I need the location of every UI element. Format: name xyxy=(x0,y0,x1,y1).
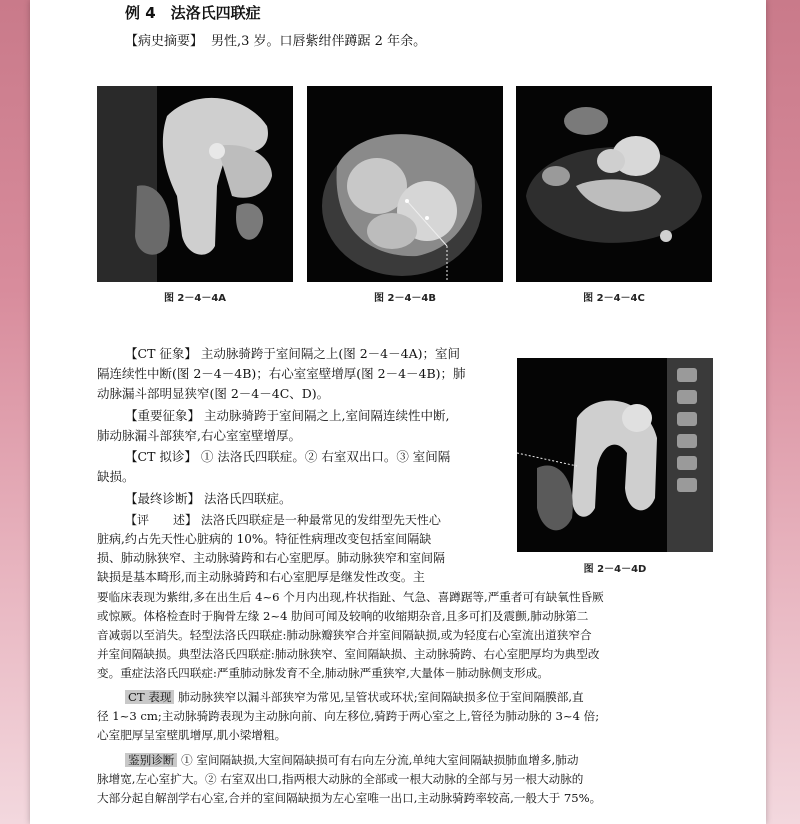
final-diagnosis-text: 法洛氏四联症。 xyxy=(204,491,292,506)
final-diagnosis-label: 【最终诊断】 xyxy=(125,491,201,506)
ct-diagnosis-label: 【CT 拟诊】 xyxy=(125,449,197,464)
case-title: 例 4 法洛氏四联症 xyxy=(125,4,261,22)
key-signs-line-1: 【重要征象】 主动脉骑跨于室间隔之上,室间隔连续性中断, xyxy=(125,408,450,423)
ct-findings-line-2: 隔连续性中断(图 2－4－4B)；右心室室壁增厚(图 2－4－4B)；肺 xyxy=(97,366,466,381)
ct-image-b xyxy=(307,86,503,282)
review-line-6: 或惊厥。体格检查时于胸骨左缘 2~4 肋间可闻及较响的收缩期杂音,且多可扪及震颤,肺动脉第二 xyxy=(97,609,589,623)
ct-manifest-line-2: 径 1~3 cm;主动脉骑跨表现为主动脉向前、向左移位,骑跨于两心室之上,管径为肺动脉的 3~4 倍; xyxy=(97,709,600,723)
key-signs-line-2: 肺动脉漏斗部狭窄,右心室室壁增厚。 xyxy=(97,428,301,443)
review-line-5: 要临床表现为紫绀,多在出生后 4~6 个月内出现,杵状指趾、气急、喜蹲踞等,严重者可有缺氧性昏厥 xyxy=(97,590,604,604)
ct-diagnosis-line-2: 缺损。 xyxy=(97,469,135,484)
figure-caption-c: 图 2－4－4C xyxy=(583,293,645,304)
differential-line-2: 脉增宽,左心室扩大。② 右室双出口,指两根大动脉的全部或一根大动脉的全部与另一根大动脉的 xyxy=(97,772,584,786)
ct-manifest-line-1: CT 表现 肺动脉狭窄以漏斗部狭窄为常见,呈管状或环状;室间隔缺损多位于室间隔膜部,直 xyxy=(125,688,584,707)
ct-findings-line-3: 动脉漏斗部明显狭窄(图 2－4－4C、D)。 xyxy=(97,386,330,401)
review-line-2: 脏病,约占先天性心脏病的 10%。特征性病理改变包括室间隔缺 xyxy=(97,532,432,546)
ct-findings-line-1: 【CT 征象】 主动脉骑跨于室间隔之上(图 2－4－4A)；室间 xyxy=(125,346,460,361)
differential-line-1: 鉴别诊断 ① 室间隔缺损,大室间隔缺损可有右向左分流,单纯大室间隔缺损肺血增多,肺动 xyxy=(125,751,578,770)
figure-caption-d: 图 2－4－4D xyxy=(583,564,647,575)
history-text: 男性,3 岁。口唇紫绀伴蹲踞 2 年余。 xyxy=(211,34,427,49)
review-line-7: 音减弱以至消失。轻型法洛氏四联症:肺动脉瓣狭窄合并室间隔缺损,或为轻度右心室流出道狭窄合 xyxy=(97,628,592,642)
ct-image-c xyxy=(516,86,712,282)
review-line-3: 损、肺动脉狭窄、主动脉骑跨和右心室肥厚。肺动脉狭窄和室间隔 xyxy=(97,551,446,565)
final-diagnosis xyxy=(125,489,292,508)
review-line-9: 变。重症法洛氏四联症:严重肺动脉发育不全,肺动脉严重狭窄,大量体－肺动脉侧支形成。 xyxy=(97,666,549,680)
document-page xyxy=(30,0,766,824)
differential-label: 鉴别诊断 xyxy=(125,753,177,767)
ct-image-d xyxy=(517,358,713,552)
ct-manifest-label: CT 表现 xyxy=(125,690,174,704)
ct-manifest-line-3: 心室肥厚呈室壁肌增厚,肌小梁增粗。 xyxy=(97,728,287,742)
review-label: 【评 述】 xyxy=(125,513,198,527)
history-label: 【病史摘要】 xyxy=(125,34,204,49)
ct-image-a xyxy=(97,86,293,282)
figure-caption-a: 图 2－4－4A xyxy=(163,293,227,304)
ct-diagnosis-line-1: 【CT 拟诊】 ① 法洛氏四联症。② 右室双出口。③ 室间隔 xyxy=(125,449,451,464)
key-signs-label: 【重要征象】 xyxy=(125,408,201,423)
review-line-1: 【评 述】 法洛氏四联症是一种最常见的发绀型先天性心 xyxy=(125,513,441,527)
history-section xyxy=(125,32,426,52)
review-line-4: 缺损是基本畸形,而主动脉骑跨和右心室肥厚是继发性改变。主 xyxy=(97,570,425,584)
review-line-8: 并室间隔缺损。典型法洛氏四联症:肺动脉狭窄、室间隔缺损、主动脉骑跨、右心室肥厚均为典型改 xyxy=(97,647,600,661)
ct-findings-label: 【CT 征象】 xyxy=(125,346,197,361)
differential-line-3: 大部分起自解剖学右心室,合并的室间隔缺损为左心室唯一出口,主动脉骑跨率较高,一般大于 75%。 xyxy=(97,791,602,805)
figure-caption-b: 图 2－4－4B xyxy=(374,293,436,304)
